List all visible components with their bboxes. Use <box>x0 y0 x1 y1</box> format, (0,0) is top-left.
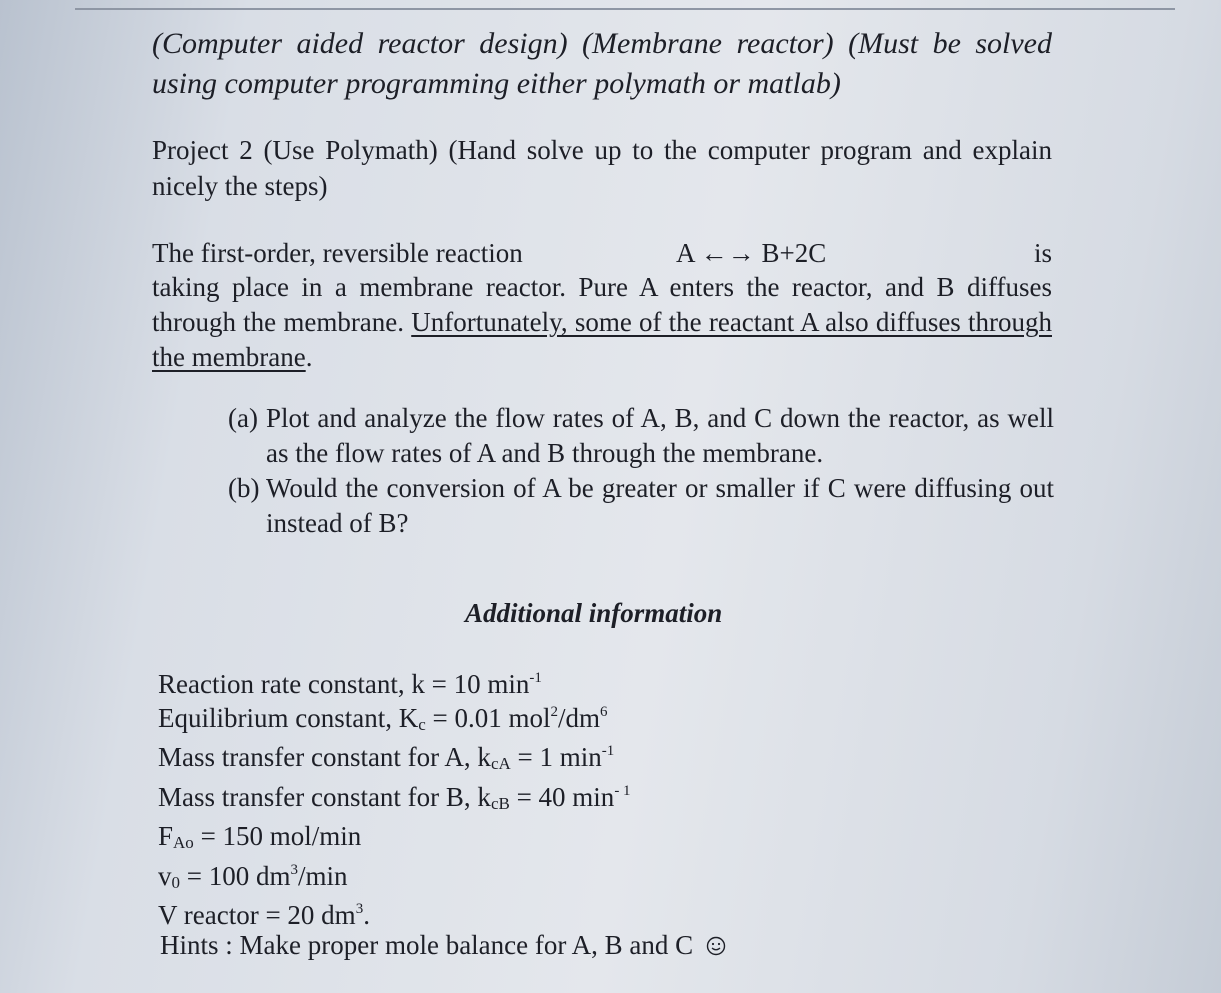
question-list <box>228 401 1054 541</box>
question-label: (b) <box>228 473 260 503</box>
question-a <box>228 401 1054 471</box>
smiley-icon <box>706 936 726 956</box>
reaction-is: is <box>1033 238 1052 268</box>
question-label: (a) <box>228 403 258 433</box>
info-volumetric-flow: v0 = 100 $dm^3/\min$ <box>158 860 348 892</box>
info-mass-transfer-b: Mass transfer constant for B, kcB = 40 $\min^{- 1}$ <box>158 781 631 813</box>
info-rate-constant: Reaction rate constant, k = 10 $\min^{-1}$ <box>158 669 542 699</box>
description-end: . <box>305 342 313 372</box>
additional-info-list <box>158 668 858 933</box>
hints-line <box>160 930 726 961</box>
info-equilibrium-constant: Equilibrium constant, Kc = 0.01 $mol^2/dm^6$ <box>158 702 608 734</box>
assignment-title: (Computer aided reactor design) (Membrane reactor) (Must be solved using computer programming either polymath or matlab) <box>152 27 1052 100</box>
question-text: Plot and analyze the flow rates of A, B, and C down the reactor, as well as the flow rates of A and B through the membrane. <box>266 403 1054 468</box>
reaction-equation: A ←→ B+2C <box>676 238 827 268</box>
question-text: Would the conversion of A be greater or smaller if C were diffusing out instead of B? <box>266 473 1054 538</box>
hints-text: Hints : Make proper mole balance for A, B and C <box>160 930 694 960</box>
description-text: taking place in a membrane reactor. Pure A enters the reactor, and B diffuses through the membrane. <box>152 272 1052 337</box>
additional-info-heading: Additional information <box>465 598 723 628</box>
info-feed-rate: FAo = 150 mol/min <box>158 821 362 852</box>
description-underlined: Unfortunately, some of the reactant A also diffuses through the membrane <box>152 307 1052 372</box>
info-reactor-volume: V reactor = 20 $dm^3$. <box>158 900 370 930</box>
question-b <box>228 471 1054 541</box>
reaction-label: The first-order, reversible reaction <box>152 238 523 268</box>
info-mass-transfer-a: Mass transfer constant for A, kcA = 1 $\min^{-1}$ <box>158 742 615 773</box>
project-instruction: Project 2 (Use Polymath) (Hand solve up to the computer program and explain nicely the steps) <box>152 135 1052 201</box>
problem-description <box>152 270 1052 375</box>
